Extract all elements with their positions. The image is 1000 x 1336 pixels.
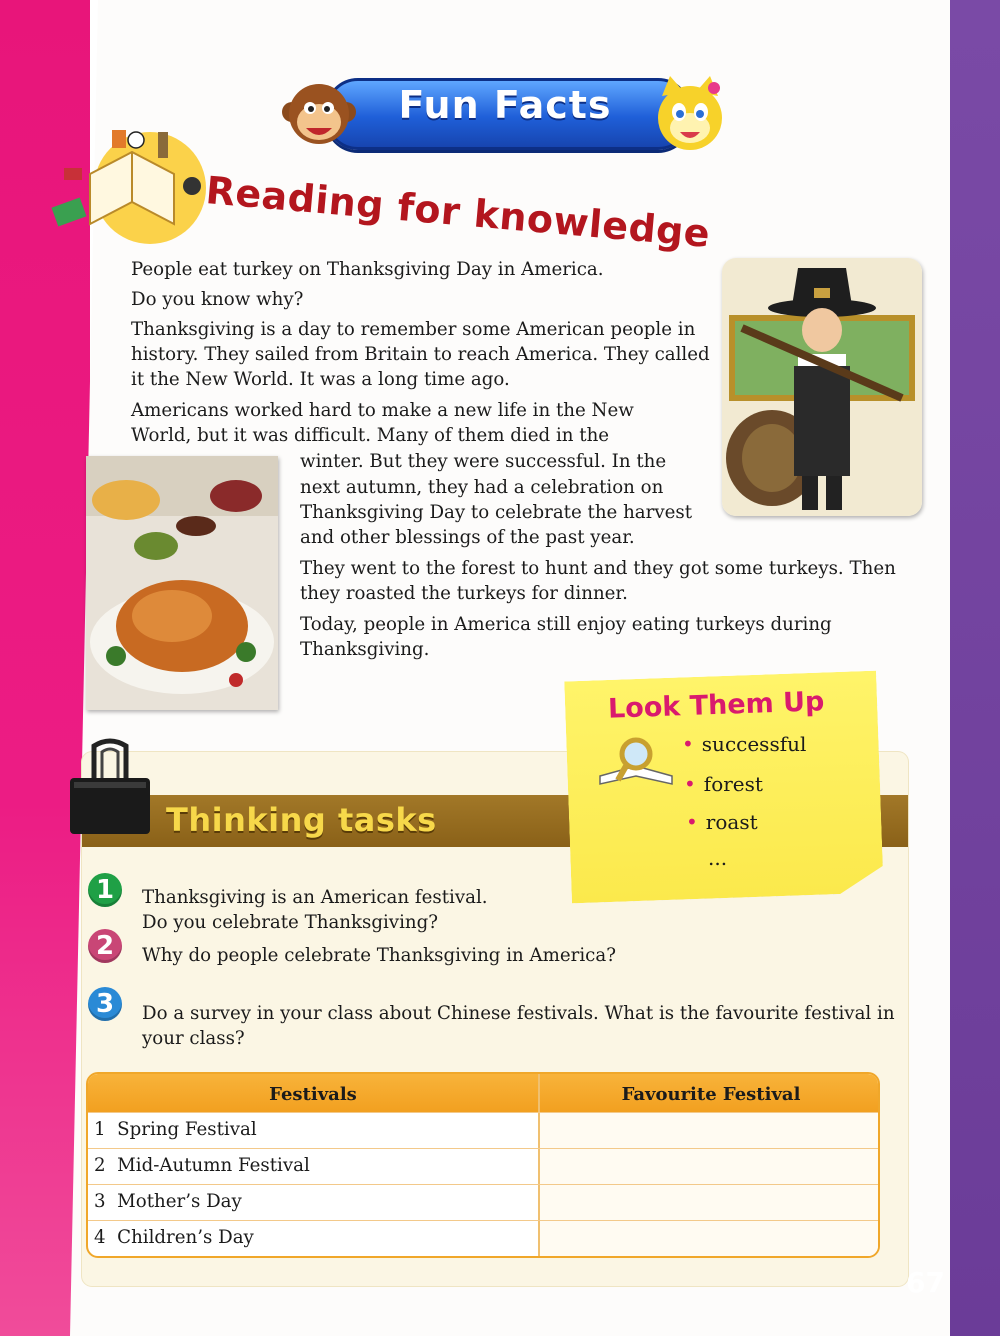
question-number-3: 3: [88, 987, 122, 1021]
look-up-word-1: [682, 732, 806, 756]
page-number: 67: [906, 1266, 945, 1299]
question-1-line-2: Do you celebrate Thanksgiving?: [142, 912, 439, 933]
monkey-mascot-icon: [280, 76, 358, 152]
reading-paragraph-1: People eat turkey on Thanksgiving Day in America.: [131, 259, 604, 280]
festival-cell: [94, 1155, 310, 1176]
row-number: 1: [94, 1119, 106, 1140]
question-1-line-1: Thanksgiving is an American festival.: [142, 887, 488, 908]
festival-name: Mid-Autumn Festival: [117, 1155, 310, 1176]
favourite-cell[interactable]: [540, 1149, 880, 1184]
festival-name: Children’s Day: [117, 1227, 254, 1248]
table-row: [88, 1220, 880, 1256]
festival-name: Mother’s Day: [117, 1191, 242, 1212]
open-book-icon: [40, 128, 210, 248]
reading-paragraph-4-line-1: Americans worked hard to make a new life in the New: [131, 400, 634, 421]
right-color-band: [948, 0, 1000, 1336]
reading-paragraph-2: Do you know why?: [131, 289, 304, 310]
reading-paragraph-4-line-5: Thanksgiving Day to celebrate the harvest: [300, 502, 693, 523]
table-row: [88, 1148, 880, 1184]
row-number: 3: [94, 1191, 106, 1212]
turkey-dinner-photo: [86, 456, 278, 710]
question-number-1: 1: [88, 873, 122, 907]
bullet-icon: •: [686, 810, 698, 834]
reading-paragraph-5-line-1: They went to the forest to hunt and they got some turkeys. Then: [300, 558, 896, 579]
festival-cell: [94, 1119, 257, 1140]
bullet-icon: •: [684, 772, 696, 796]
look-up-word-2: [684, 772, 763, 796]
reading-paragraph-3-line-1: Thanksgiving is a day to remember some American people in: [131, 319, 696, 340]
reading-paragraph-5-line-2: they roasted the turkeys for dinner.: [300, 583, 628, 604]
pilgrim-illustration: [722, 258, 922, 516]
column-header-favourite: Favourite Festival: [540, 1074, 880, 1112]
thinking-tasks-title: Thinking tasks: [166, 801, 437, 839]
reading-paragraph-4-line-2: World, but it was difficult. Many of them died in the: [131, 425, 610, 446]
row-number: 4: [94, 1227, 106, 1248]
survey-table: [86, 1072, 880, 1258]
look-up-more: ...: [708, 846, 728, 870]
cat-mascot-icon: [650, 74, 730, 154]
festival-cell: [94, 1227, 254, 1248]
look-them-up-title: Look Them Up: [607, 686, 825, 725]
question-3-line-2: your class?: [142, 1028, 245, 1049]
reading-paragraph-3-line-3: it the New World. It was a long time ago.: [131, 369, 510, 390]
binder-clip-icon: [64, 738, 156, 838]
look-up-word-text: roast: [705, 810, 758, 834]
fun-facts-banner: [280, 70, 730, 160]
festival-cell: [94, 1191, 242, 1212]
reading-paragraph-4-line-3: winter. But they were successful. In the: [300, 451, 667, 472]
favourite-cell[interactable]: [540, 1113, 880, 1148]
reading-paragraph-4-line-4: next autumn, they had a celebration on: [300, 477, 664, 498]
fun-facts-title: Fun Facts: [398, 83, 612, 127]
magnifier-book-icon: [596, 736, 678, 788]
column-header-festivals: Festivals: [88, 1074, 538, 1112]
favourite-cell[interactable]: [540, 1185, 880, 1220]
festival-name: Spring Festival: [117, 1119, 257, 1140]
reading-paragraph-6-line-1: Today, people in America still enjoy eating turkeys during: [300, 614, 832, 635]
question-3-line-1: Do a survey in your class about Chinese festivals. What is the favourite festival in: [142, 1003, 895, 1024]
reading-paragraph-4-line-6: and other blessings of the past year.: [300, 527, 635, 548]
section-title: Reading for knowledge: [204, 168, 713, 257]
bullet-icon: •: [682, 732, 694, 756]
favourite-cell[interactable]: [540, 1221, 880, 1256]
look-up-word-text: successful: [701, 732, 807, 756]
reading-paragraph-3-line-2: history. They sailed from Britain to reach America. They called: [131, 344, 710, 365]
reading-paragraph-6-line-2: Thanksgiving.: [300, 639, 430, 660]
question-number-2: 2: [88, 929, 122, 963]
table-row: [88, 1184, 880, 1220]
question-2-text: Why do people celebrate Thanksgiving in America?: [142, 945, 616, 966]
row-number: 2: [94, 1155, 106, 1176]
table-row: [88, 1112, 880, 1148]
look-up-word-3: [686, 810, 758, 834]
look-up-word-text: forest: [703, 772, 763, 796]
